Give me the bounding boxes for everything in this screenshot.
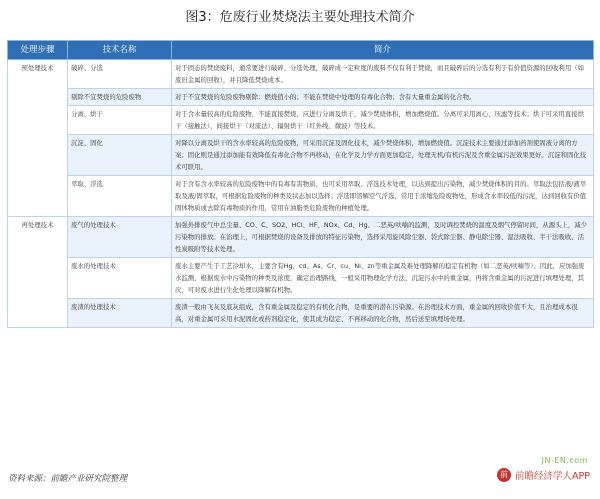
tech-desc: 对于含有含水率较高的危险废物中的有毒有害物质，也可采用萃取、浮选技术处理，以达到提出污染物，减少焚烧体积的目的。萃取法包括液/液萃取及液/固萃取，可根据危险废物的种类及状态加以选择；浮选即溶解空气浮选，常用于浓缩危险废物处，形成含水率较低的污泥，达到回收有价值固体物质或去除有毒物质的作用，常用在油脂类危险废物的种植处理。 xyxy=(172,176,594,217)
table-row xyxy=(8,176,594,217)
tech-name: 废气的处理技术 xyxy=(68,217,172,258)
table-row xyxy=(8,299,594,328)
table-row xyxy=(8,89,594,106)
step-cell-post: 再处理技术 xyxy=(8,217,68,328)
tech-name: 废水的处理技术 xyxy=(68,258,172,299)
tech-desc: 对于固态的焚烧废料，通常要进行破碎、分选处理，破碎成一定粒度的废料不仅有利于焚烧，而且破碎后的分选有利于有价值资源的回收利用（如废旧金属的回收），并且降低焚烧成本。 xyxy=(172,60,594,89)
tech-name: 废渣的处理技术 xyxy=(68,299,172,328)
tech-name: 萃取、浮选 xyxy=(68,176,172,217)
tech-desc: 加强外排废气中总尘量、CO、C、SO2、HCl、HF、NOx、Cd、Hg、二恶英/呋喃的监测，及时调控焚烧的温度及烟气停留时间，从源头上，减少污染物的排放。在治理上，可根据焚烧的设备及排放的特征污染物，选择采用旋风除尘器、袋式除尘器、静电除尘器、湿法吸收、半干法吸收、活性炭吸附等技术处理。 xyxy=(172,217,594,258)
header-desc: 简介 xyxy=(172,41,594,60)
brand-name: 前瞻经济学人APP xyxy=(515,471,590,482)
table-row xyxy=(8,106,594,135)
source-note: 资料来源：前瞻产业研究院整理 xyxy=(8,474,128,484)
tech-desc: 对于不宜焚烧的危险废物剔除：燃烧值小的；不能在焚烧中处理的有毒化合物；含有大量重金属的化合物。 xyxy=(172,89,594,106)
table-row xyxy=(8,217,594,258)
header-name: 技术名称 xyxy=(68,41,172,60)
brand-label xyxy=(497,468,590,482)
table-row xyxy=(8,258,594,299)
brand-logo-icon: 前 xyxy=(497,468,511,482)
header-step: 处理步骤 xyxy=(8,41,68,60)
tech-desc: 废水主要产生于工艺冷却水，主要含有Hg、cd、As、Cr、cu、Ni、zn等重金属及难处理降解的稳定有机物（如二恶英/呋喃等）。因此，应加强废水监测，根据废水中污染物的种类及浓度，确定治理路线，一般采用物理化学方法，沉淀污水中的重金属，再将含重金属的污泥进行填埋处理，其次，可对废水进行生化处理以降解有机物。 xyxy=(172,258,594,299)
table-row xyxy=(8,135,594,176)
table-row xyxy=(8,60,594,89)
table-header-row xyxy=(8,41,594,60)
tech-name: 分离、烘干 xyxy=(68,106,172,135)
tech-name: 破碎、分选 xyxy=(68,60,172,89)
site-watermark: JN-EN.com xyxy=(541,456,588,465)
tech-desc: 对降以分离及烘干的含水率较高的危险废物，可采用沉淀及固化技术，减少焚烧体积，增加燃烧值。沉淀技术主要通过添加药剂使固液分离的方案；固化则是通过添加能有效降低有毒化合物不再移动，在化学及力学方面更加稳定，处理无机/有机污泥及含重金属污泥效果更好。沉淀和固化技术可联用。 xyxy=(172,135,594,176)
tech-name: 剔除不宜焚烧的危险废物 xyxy=(68,89,172,106)
tech-desc: 对于含水量较高的危险废物，不能直接焚烧，应进行分离及烘干，减少焚烧体积，增加燃烧值。分离可采用离心、压滤等技术；烘干可采用直接烘干（接触法）、间接烘干（对流法）、辐射烘干（红外线、微波）等技术。 xyxy=(172,106,594,135)
step-cell-pre: 预处理技术 xyxy=(8,60,68,217)
process-table xyxy=(7,40,594,328)
page-title: 图3：危废行业焚烧法主要处理技术简介 xyxy=(185,10,415,25)
tech-name: 沉淀、固化 xyxy=(68,135,172,176)
tech-desc: 废渣一般由飞灰及底灰组成，含有重金属及稳定的有机化合物，是重要的潜在污染源。在治理技术方面，重金属的回收价值不大，且治理成本很高，对重金属可采用水泥固化或药剂稳定化，使其成为稳定、不再移动的化合物，然后送至填埋场处理。 xyxy=(172,299,594,328)
